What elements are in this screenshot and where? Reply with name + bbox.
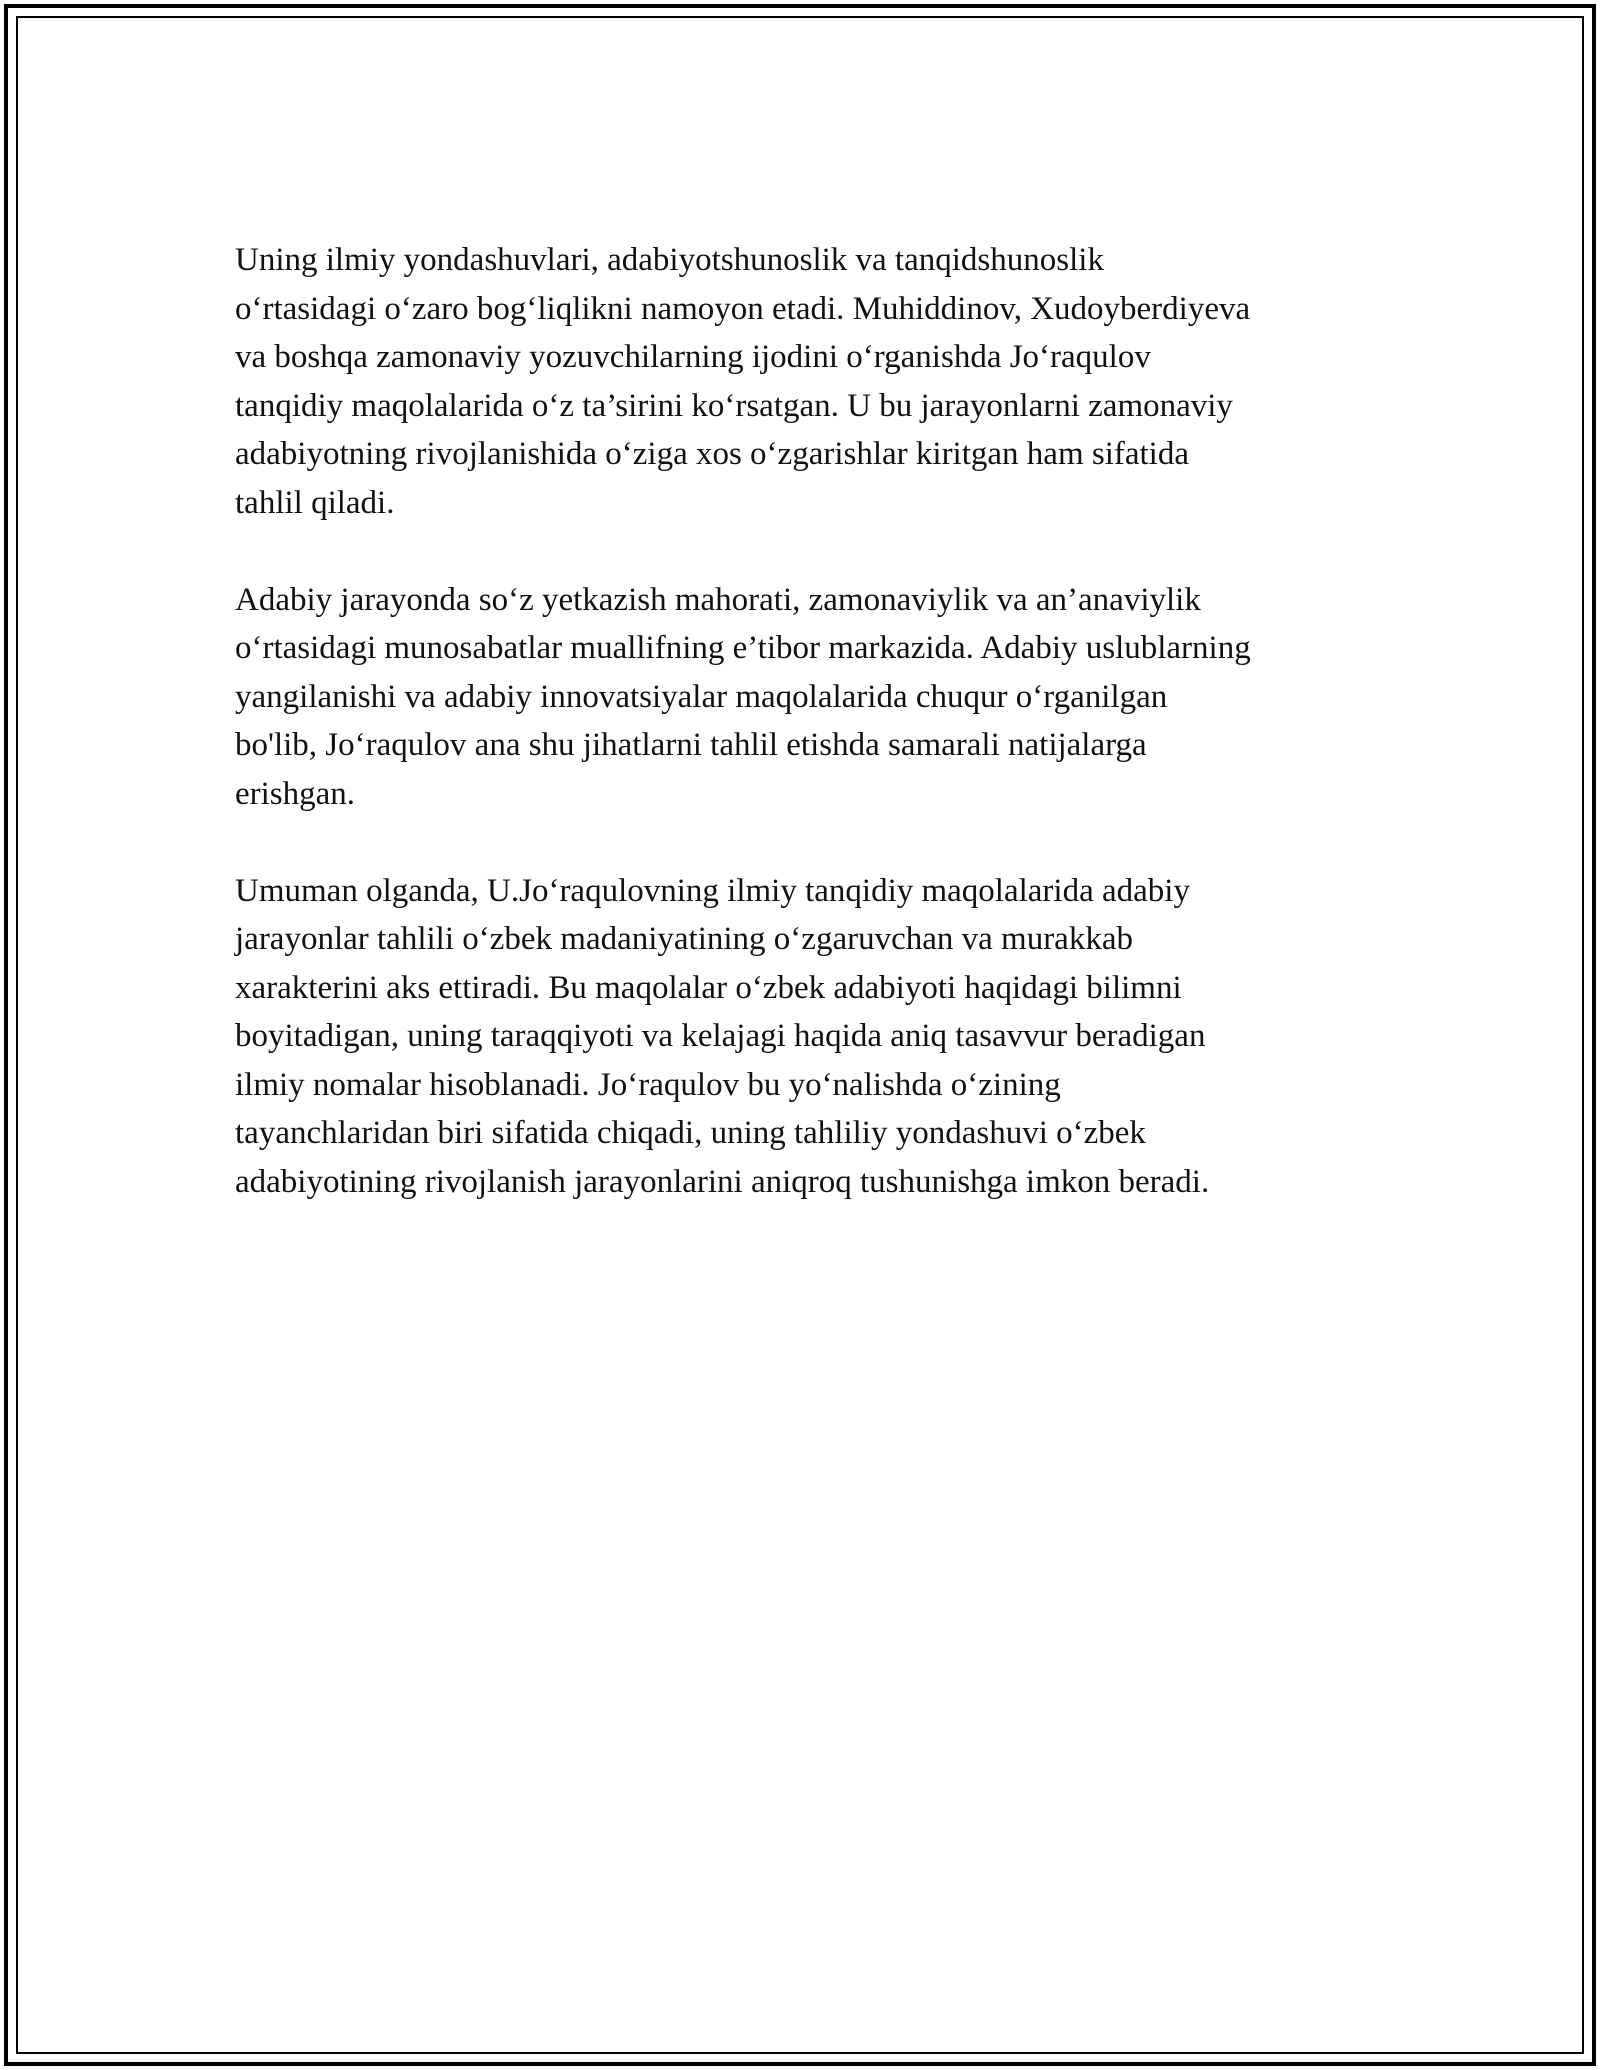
paragraph-1 bbox=[235, 236, 1405, 527]
text-line: tanqidiy maqolalarida o‘z ta’sirini ko‘rsatgan. U bu jarayonlarni zamonaviy bbox=[235, 387, 1233, 424]
text-line: xarakterini aks ettiradi. Bu maqolalar o‘zbek adabiyoti haqidagi bilimni bbox=[235, 969, 1182, 1006]
text-line: adabiyotning rivojlanishida o‘ziga xos o‘zgarishlar kiritgan ham sifatida bbox=[235, 436, 1189, 472]
paragraph-2 bbox=[235, 576, 1405, 819]
text-line: bo'lib, Jo‘raqulov ana shu jihatlarni tahlil etishda samarali natijalarga bbox=[235, 727, 1147, 763]
text-line: yangilanishi va adabiy innovatsiyalar maqolalarida chuqur o‘rganilgan bbox=[235, 678, 1168, 715]
text-line: va boshqa zamonaviy yozuvchilarning ijodini o‘rganishda Jo‘raqulov bbox=[235, 339, 1151, 375]
text-line: ilmiy nomalar hisoblanadi. Jo‘raqulov bu yo‘nalishda o‘zining bbox=[235, 1066, 1061, 1103]
text-line: erishgan. bbox=[235, 775, 356, 812]
text-line: tahlil qiladi. bbox=[235, 484, 395, 521]
text-line: Uning ilmiy yondashuvlari, adabiyotshunoslik va tanqidshunoslik bbox=[235, 242, 1104, 278]
text-line: o‘rtasidagi o‘zaro bog‘liqlikni namoyon etadi. Muhiddinov, Xudoyberdiyeva bbox=[235, 290, 1251, 327]
text-line: adabiyotining rivojlanish jarayonlarini aniqroq tushunishga imkon beradi. bbox=[235, 1163, 1210, 1200]
text-line: jarayonlar tahlili o‘zbek madaniyatining o‘zgaruvchan va murakkab bbox=[235, 921, 1133, 957]
text-line: boyitadigan, uning taraqqiyoti va kelajagi haqida aniq tasavvur beradigan bbox=[235, 1018, 1206, 1054]
text-line: tayanchlaridan biri sifatida chiqadi, uning tahliliy yondashuvi o‘zbek bbox=[235, 1115, 1146, 1151]
paragraph-3 bbox=[235, 867, 1405, 1207]
text-line: Umuman olganda, U.Jo‘raqulovning ilmiy tanqidiy maqolalarida adabiy bbox=[235, 872, 1190, 909]
text-line: Adabiy jarayonda so‘z yetkazish mahorati, zamonaviylik va an’anaviylik bbox=[235, 581, 1201, 618]
text-line: o‘rtasidagi munosabatlar muallifning e’tibor markazida. Adabiy uslublarning bbox=[235, 630, 1251, 666]
document-body bbox=[235, 236, 1405, 1255]
